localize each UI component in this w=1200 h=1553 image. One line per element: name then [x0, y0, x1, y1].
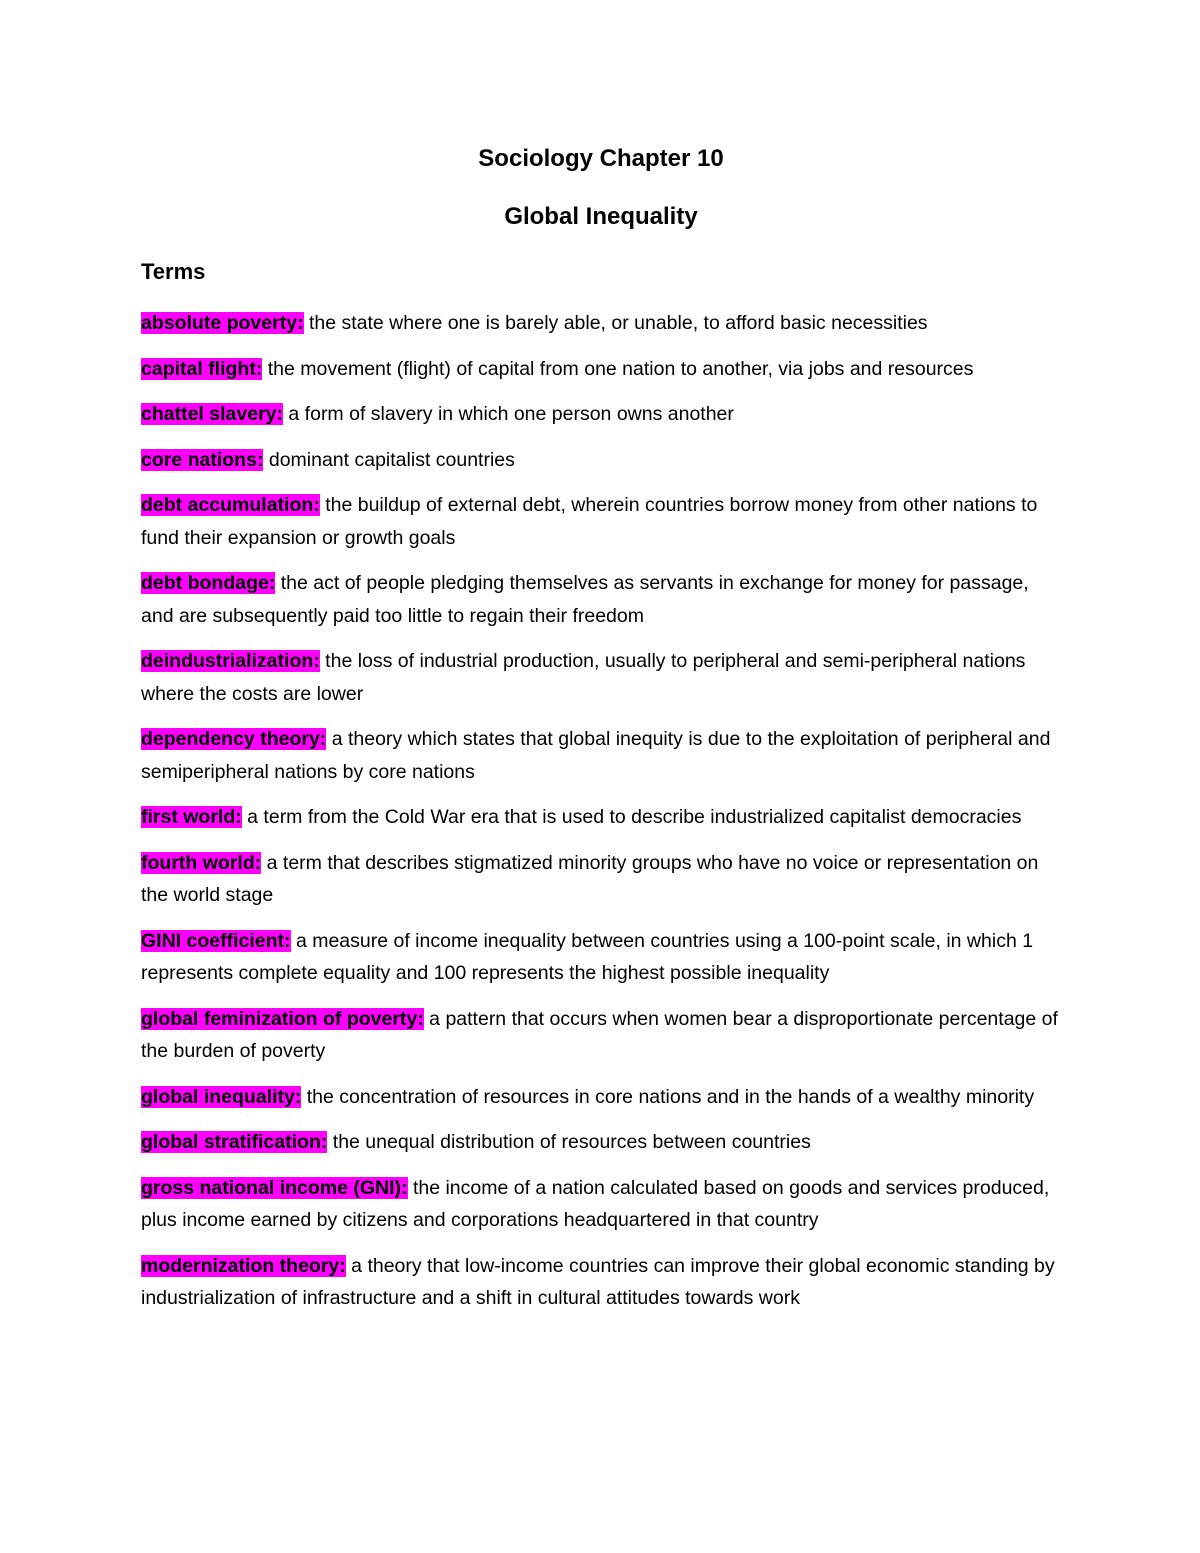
glossary-entry [141, 444, 1061, 477]
term-name: capital flight: [141, 357, 263, 380]
glossary-entry [141, 645, 1061, 710]
term-definition: the buildup of external debt, wherein countries borrow money from other nations to fund their expansion or growth goals [141, 494, 1038, 549]
term-name: debt bondage: [141, 572, 276, 594]
term-definition: the unequal distribution of resources between countries [327, 1131, 811, 1153]
term-name: first world: [141, 806, 242, 828]
term-definition: a form of slavery in which one person owns another [283, 403, 734, 425]
term-definition: the income of a nation calculated based on goods and services produced, plus income earned by citizens and corporations headquartered in that country [141, 1176, 1050, 1231]
glossary-entry [141, 847, 1061, 912]
glossary-entry [141, 307, 1061, 340]
glossary-entry [141, 489, 1061, 554]
term-definition: dominant capitalist countries [263, 448, 515, 471]
term-definition: a measure of income inequality between countries using a 100-point scale, in which 1 represents complete equality and 100 represents the highest possible inequality [141, 929, 1034, 984]
glossary-entry [141, 398, 1061, 431]
glossary-entry [141, 567, 1061, 632]
term-name: global stratification: [141, 1131, 328, 1153]
term-definition: the loss of industrial production, usually to peripheral and semi-peripheral nations where the costs are lower [141, 650, 1026, 705]
glossary-entry [141, 723, 1061, 788]
terms-list [141, 307, 1061, 1315]
glossary-entry [141, 1250, 1061, 1315]
term-definition: a term from the Cold War era that is used to describe industrialized capitalist democracies [241, 806, 1022, 828]
term-name: global feminization of poverty: [141, 1007, 424, 1030]
term-name: global inequality: [141, 1085, 302, 1108]
term-definition: the act of people pledging themselves as servants in exchange for money for passage, and are subsequently paid too little to regain their freedom [141, 572, 1029, 627]
glossary-entry [141, 925, 1061, 990]
term-name: debt accumulation: [141, 494, 320, 516]
term-definition: a pattern that occurs when women bear a disproportionate percentage of the burden of poverty [141, 1007, 1058, 1062]
glossary-entry [141, 1081, 1061, 1114]
term-name: dependency theory: [141, 728, 327, 750]
document-title: Sociology Chapter 10 [478, 145, 724, 172]
term-name: deindustrialization: [141, 650, 320, 672]
glossary-entry [141, 801, 1061, 834]
section-label-terms: Terms [141, 259, 206, 284]
glossary-entry [141, 1126, 1061, 1159]
term-name: gross national income (GNI): [141, 1176, 408, 1199]
term-definition: the movement (flight) of capital from one nation to another, via jobs and resources [262, 357, 974, 380]
glossary-entry [141, 1003, 1061, 1068]
term-definition: a theory that low-income countries can improve their global economic standing by industrialization of infrastructure and a shift in cultural attitudes towards work [141, 1254, 1055, 1309]
glossary-entry [141, 353, 1061, 386]
term-definition: the state where one is barely able, or unable, to afford basic necessities [303, 312, 928, 334]
term-name: modernization theory: [141, 1254, 346, 1277]
document-body [141, 143, 1061, 1328]
document-subtitle: Global Inequality [504, 203, 698, 230]
term-name: chattel slavery: [141, 403, 283, 425]
term-name: GINI coefficient: [141, 929, 291, 952]
term-definition: the concentration of resources in core nations and in the hands of a wealthy minority [301, 1085, 1035, 1108]
term-name: fourth world: [141, 851, 262, 874]
glossary-entry [141, 1172, 1061, 1237]
term-definition: a term that describes stigmatized minority groups who have no voice or representation on the world stage [141, 851, 1039, 906]
term-definition: a theory which states that global inequity is due to the exploitation of peripheral and semiperipheral nations by core nations [141, 728, 1051, 783]
term-name: absolute poverty: [141, 312, 304, 334]
term-name: core nations: [141, 448, 264, 471]
